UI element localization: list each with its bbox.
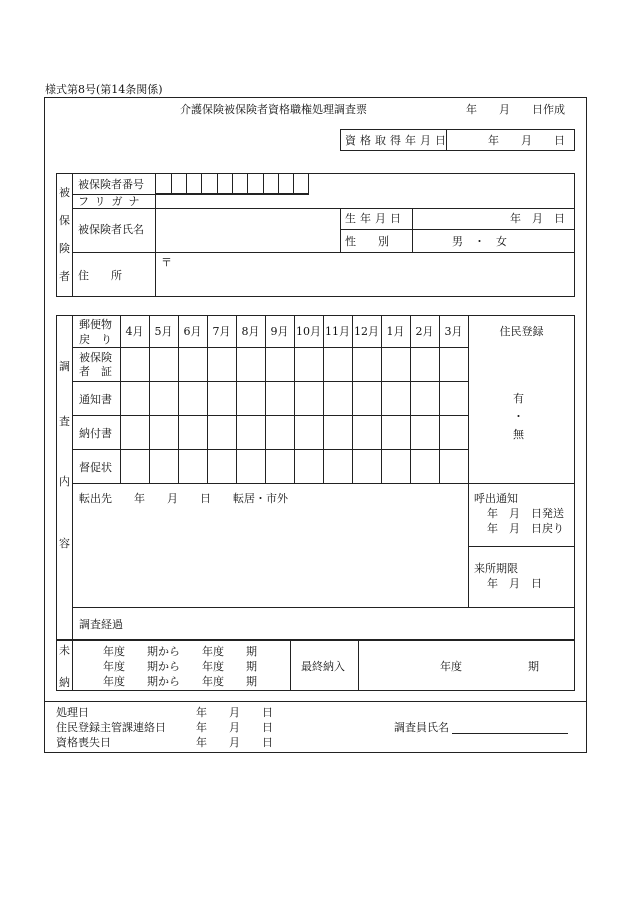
- date-created: 年 月 日作成: [466, 103, 565, 116]
- month-7: 7月: [212, 325, 231, 338]
- month-3: 3月: [444, 325, 463, 338]
- survey-section: [56, 315, 575, 640]
- resident-yes[interactable]: 有: [513, 392, 524, 405]
- investigator-signature-line[interactable]: [452, 733, 568, 734]
- form-title: 介護保険被保険者資格職権処理調査票: [180, 103, 367, 116]
- insured-side-1: 被: [59, 186, 70, 199]
- unpaid-row-2[interactable]: 年度 期から 年度 期: [103, 660, 257, 673]
- row-payment-slip: 納付書: [79, 427, 112, 440]
- month-5: 5月: [154, 325, 173, 338]
- resident-label: 住民登録: [499, 325, 544, 338]
- survey-side-4: 容: [59, 537, 70, 550]
- acquisition-value[interactable]: 年 月 日: [488, 134, 565, 147]
- insured-side-2: 保: [59, 214, 70, 227]
- unpaid-row-1[interactable]: 年度 期から 年度 期: [103, 645, 257, 658]
- address-label: 住 所: [78, 269, 122, 282]
- footer-process-label: 処理日: [56, 706, 89, 719]
- row-reminder: 督促状: [79, 461, 112, 474]
- survey-side-2: 査: [59, 415, 70, 428]
- birth-value[interactable]: 年 月 日: [510, 212, 565, 225]
- month-12: 12月: [354, 325, 379, 338]
- visit-value[interactable]: 年 月 日: [487, 577, 542, 590]
- unpaid-side-1: 未: [59, 644, 70, 657]
- mail-return-label-2: 戻 り: [79, 333, 112, 346]
- resident-dot: ・: [513, 410, 524, 423]
- transfer-label[interactable]: 転出先 年 月 日 転居・市外: [79, 492, 288, 505]
- footer-loss-value[interactable]: 年 月 日: [196, 736, 273, 749]
- progress-label: 調査経過: [79, 618, 123, 631]
- insured-side-4: 者: [59, 270, 70, 283]
- postal-mark: 〒: [161, 256, 172, 269]
- summons-returned[interactable]: 年 月 日戻り: [487, 522, 564, 535]
- month-11: 11月: [325, 325, 350, 338]
- row-certificate-2: 者 証: [79, 365, 112, 378]
- month-1: 1月: [386, 325, 405, 338]
- sex-label: 性 別: [345, 235, 389, 248]
- footer-loss-label: 資格喪失日: [56, 736, 111, 749]
- visit-label: 来所期限: [474, 562, 518, 575]
- month-2: 2月: [415, 325, 434, 338]
- footer-process-value[interactable]: 年 月 日: [196, 706, 273, 719]
- row-certificate-1: 被保険: [79, 351, 112, 364]
- name-label: 被保険者氏名: [78, 223, 144, 236]
- sex-value[interactable]: 男 ・ 女: [452, 235, 507, 248]
- month-6: 6月: [183, 325, 202, 338]
- address-field[interactable]: [175, 254, 573, 295]
- final-payment-label: 最終納入: [301, 660, 345, 673]
- final-payment-value[interactable]: 年度 期: [440, 660, 539, 673]
- furigana-label: フリガナ: [78, 195, 146, 208]
- month-10: 10月: [296, 325, 321, 338]
- acquisition-label: 資格取得年月日: [345, 134, 450, 147]
- insured-side-3: 険: [59, 242, 70, 255]
- birth-label: 生年月日: [345, 212, 405, 225]
- survey-side-3: 内: [59, 475, 70, 488]
- investigator-label: 調査員氏名: [394, 721, 449, 734]
- survey-side-1: 調: [59, 360, 70, 373]
- footer-resident-contact-value[interactable]: 年 月 日: [196, 721, 273, 734]
- month-9: 9月: [270, 325, 289, 338]
- form-number: 様式第8号(第14条関係): [45, 83, 163, 96]
- month-4: 4月: [125, 325, 144, 338]
- unpaid-side-2: 納: [59, 676, 70, 689]
- summons-label: 呼出通知: [474, 492, 518, 505]
- unpaid-row-3[interactable]: 年度 期から 年度 期: [103, 675, 257, 688]
- month-8: 8月: [241, 325, 260, 338]
- name-field[interactable]: [156, 209, 340, 252]
- mail-return-label-1: 郵便物: [79, 318, 112, 331]
- footer-resident-contact-label: 住民登録主管課連絡日: [56, 721, 166, 734]
- insured-number-label: 被保険者番号: [78, 178, 144, 191]
- row-notice: 通知書: [79, 393, 112, 406]
- summons-sent[interactable]: 年 月 日発送: [487, 507, 564, 520]
- resident-no[interactable]: 無: [513, 428, 524, 441]
